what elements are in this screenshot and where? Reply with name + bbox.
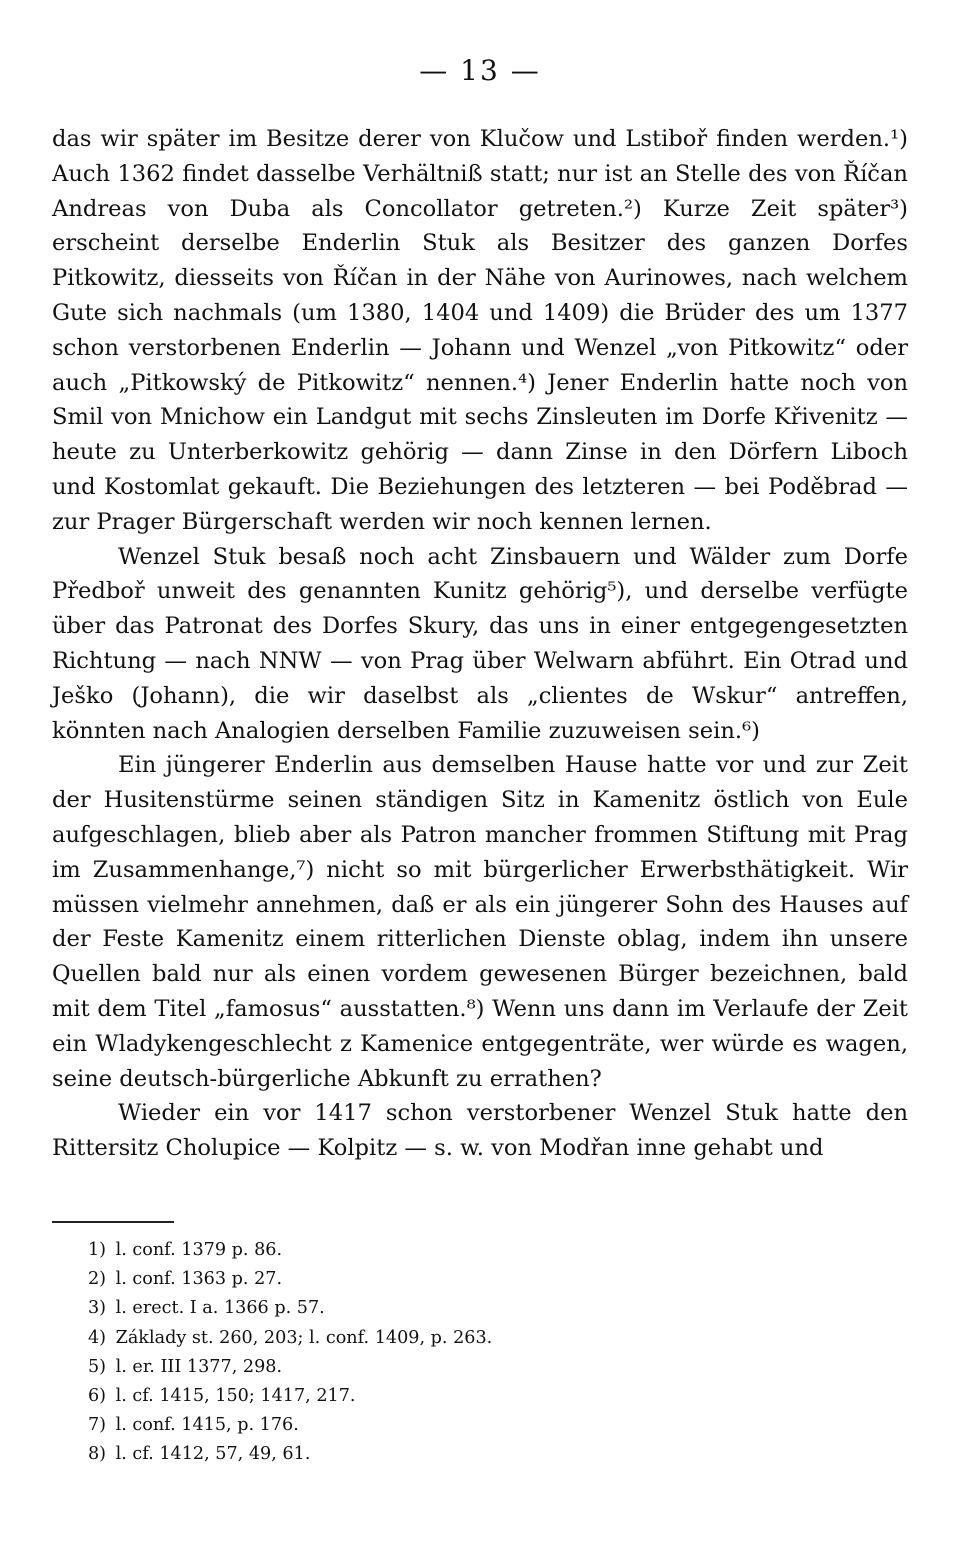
- footnote-number: 4): [87, 1327, 106, 1348]
- footnote-text: l. cf. 1415, 150; 1417, 217.: [115, 1386, 356, 1407]
- footnote-text: l. conf. 1363 p. 27.: [115, 1269, 283, 1290]
- footnote-number: 1): [87, 1240, 106, 1260]
- footnote-text: l. erect. I a. 1366 p. 57.: [115, 1298, 325, 1319]
- footnote-1: [80, 1236, 680, 1265]
- footnote-text: l. conf. 1379 p. 86.: [115, 1240, 283, 1260]
- footnote-text: l. conf. 1415, p. 176.: [115, 1415, 299, 1436]
- footnote-number: 3): [87, 1298, 106, 1319]
- footnote-divider: [52, 1221, 174, 1223]
- footnote-number: 6): [87, 1386, 106, 1407]
- page-number: — 13 —: [419, 54, 541, 87]
- footnote-3: [80, 1294, 680, 1323]
- footnote-text: Základy st. 260, 203; l. conf. 1409, p. 263.: [115, 1327, 493, 1348]
- paragraph-2: Wenzel Stuk besaß noch acht Zinsbauern und Wälder zum Dorfe Předboř unweit des genannten Kunitz gehörig⁵), und derselbe verfügte über das Patronat des Dorfes Skury, das uns in einer entgegengesetzten Richtung — nach NNW — von Prag über Welwarn abführt. Ein Otrad und Ješko (Johann), die wir daselbst als „clientes de Wskur“ antreffen, könnten nach Analogien derselben Familie zuzuweisen sein.⁶): [52, 543, 908, 744]
- footnote-7: [80, 1411, 680, 1440]
- footnote-number: 7): [87, 1415, 106, 1436]
- footnote-number: 2): [87, 1269, 106, 1290]
- footnote-6: [80, 1382, 680, 1411]
- footnote-number: 8): [87, 1444, 106, 1465]
- footnote-5: [80, 1353, 680, 1382]
- paragraph-1: das wir später im Besitze derer von Klučow und Lstiboř finden werden.¹) Auch 1362 findet dasselbe Verhältniß statt; nur ist an Stelle des von Říčan Andreas von Duba als Concollator getreten.²) Kurze Zeit später³) erscheint derselbe Enderlin Stuk als Besitzer des ganzen Dorfes Pitkowitz, diesseits von Říčan in der Nähe von Aurinowes, nach welchem Gute sich nachmals (um 1380, 1404 und 1409) die Brüder des um 1377 schon verstorbenen Enderlin — Johann und Wenzel „von Pitkowitz“ oder auch „Pitkowský de Pitkowitz“ nennen.⁴) Jener Enderlin hatte noch von Smil von Mnichow ein Landgut mit sechs Zinsleuten im Dorfe Křivenitz — heute zu Unterberkowitz gehörig — dann Zinse in den Dörfern Liboch und Kostomlat gekauft. Die Beziehungen des letzteren — bei Poděbrad — zur Prager Bürgerschaft werden wir noch kennen lernen.: [52, 126, 908, 535]
- footnote-4: [80, 1324, 680, 1353]
- footnotes: [80, 1236, 680, 1470]
- footnote-2: [80, 1265, 680, 1294]
- body-text: [52, 122, 908, 1166]
- paragraph-3: Ein jüngerer Enderlin aus demselben Hause hatte vor und zur Zeit der Husitenstürme seinen ständigen Sitz in Kamenitz östlich von Eule aufgeschlagen, blieb aber als Patron mancher frommen Stiftung mit Prag im Zusammenhange,⁷) nicht so mit bürgerlicher Erwerbsthätigkeit. Wir müssen vielmehr annehmen, daß er als ein jüngerer Sohn des Hauses auf der Feste Kamenitz einem ritterlichen Dienste oblag, indem ihn unsere Quellen bald nur als einen vordem gewesenen Bürger bezeichnen, bald mit dem Titel „famosus“ ausstatten.⁸) Wenn uns dann im Verlaufe der Zeit ein Wladykengeschlecht z Kamenice entgegenträte, wer würde es wagen, seine deutsch-bürgerliche Abkunft zu errathen?: [52, 752, 908, 1092]
- footnote-8: [80, 1440, 680, 1469]
- footnote-text: l. er. III 1377, 298.: [115, 1356, 283, 1377]
- paragraph-4: Wieder ein vor 1417 schon verstorbener Wenzel Stuk hatte den Rittersitz Cholupice — Kolpitz — s. w. von Modřan inne gehabt und: [52, 1100, 908, 1162]
- footnote-text: l. cf. 1412, 57, 49, 61.: [115, 1444, 311, 1465]
- footnote-number: 5): [87, 1356, 106, 1377]
